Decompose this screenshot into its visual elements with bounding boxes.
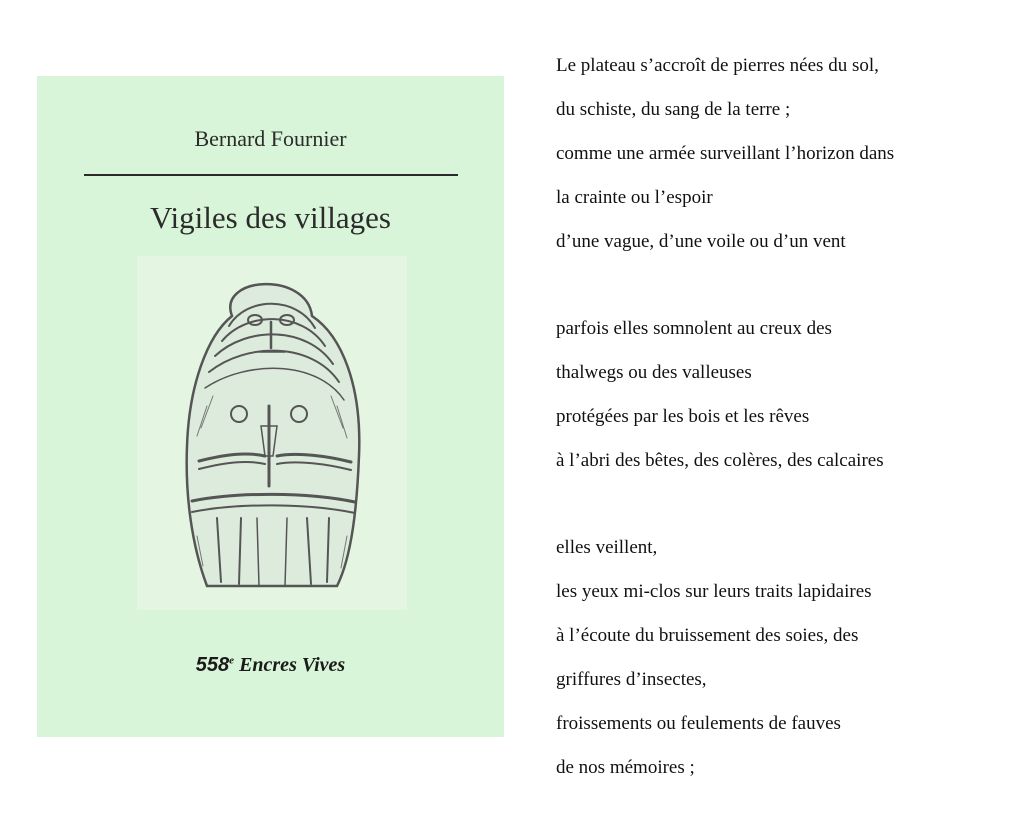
poem-line: les yeux mi-clos sur leurs traits lapidaires: [556, 581, 872, 602]
poem-line: Le plateau s’accroît de pierres nées du sol,: [556, 55, 879, 76]
stanza-1: [556, 44, 1016, 264]
cover-title: Vigiles des villages: [150, 200, 391, 235]
stanza-3: [556, 526, 1016, 790]
poem-line: protégées par les bois et les rêves: [556, 406, 810, 427]
publisher-ordinal: e: [229, 654, 235, 667]
poem-line: de nos mémoires ;: [556, 757, 695, 778]
poem-line: parfois elles somnolent au creux des: [556, 318, 832, 339]
stanza-2: [556, 307, 1016, 483]
poem-line: thalwegs ou des valleuses: [556, 362, 752, 383]
poem-line: du schiste, du sang de la terre ;: [556, 99, 791, 120]
cover-illustration: [137, 256, 407, 610]
statue-menhir-drawing: [137, 256, 407, 610]
poem-line: la crainte ou l’espoir: [556, 187, 713, 208]
poem-line: d’une vague, d’une voile ou d’un vent: [556, 231, 846, 252]
book-cover: [37, 76, 504, 737]
poem-line: comme une armée surveillant l’horizon dans: [556, 143, 895, 164]
poem-line: elles veillent,: [556, 537, 658, 558]
poem-line: à l’abri des bêtes, des colères, des calcaires: [556, 450, 884, 471]
poem-line: griffures d’insectes,: [556, 669, 707, 690]
poem-line: à l’écoute du bruissement des soies, des: [556, 625, 859, 646]
publisher-number: 558: [195, 654, 230, 676]
cover-publisher: [37, 654, 504, 677]
poem-line: froissements ou feulements de fauves: [556, 713, 841, 734]
publisher-name: Encres Vives: [239, 654, 346, 676]
cover-divider: [84, 174, 458, 176]
poem: [556, 44, 1016, 833]
cover-author: Bernard Fournier: [194, 126, 347, 151]
